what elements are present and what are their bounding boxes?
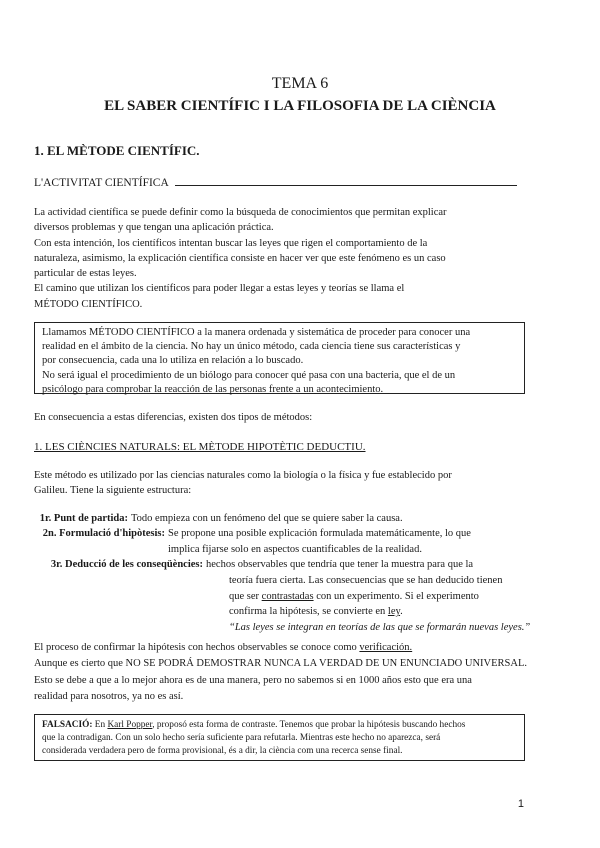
verification-paragraph bbox=[34, 640, 584, 706]
step-text bbox=[206, 604, 530, 620]
step-1 bbox=[39, 511, 403, 527]
step-label: 1r. Punt de partida: bbox=[39, 513, 128, 524]
verification-term: verificación. bbox=[359, 642, 413, 653]
step-text: implica fijarse solo en aspectos cuantificables de la realidad. bbox=[168, 543, 422, 555]
intro-line: particular de estas leyes. bbox=[34, 268, 137, 280]
popper-name: Karl Popper bbox=[107, 720, 153, 730]
method-heading: 1. LES CIÈNCIES NATURALS: EL MÈTODE HIPOTÈTIC DEDUCTIU. bbox=[34, 441, 366, 453]
step-text: Se propone una posible explicación formulada matemáticamente, lo que bbox=[168, 528, 471, 539]
method-intro-line: Este método es utilizado por las ciencias naturales como la biología o la física y fue establecido por bbox=[34, 470, 452, 481]
step-quote: “Las leyes se integran en teorías de las que se formarán nuevas leyes.” bbox=[229, 622, 531, 634]
falsacio-box bbox=[34, 714, 525, 761]
step-label: 2n. Formulació d'hipòtesis: bbox=[42, 528, 165, 539]
step-2 bbox=[42, 526, 471, 558]
step-text bbox=[206, 589, 530, 605]
ley-term: ley bbox=[387, 606, 401, 618]
falsacio-label: FALSACIÓ: bbox=[42, 720, 93, 730]
box-line bbox=[42, 719, 524, 732]
intro-line: Con esta intención, los científicos intentan buscar las leyes que rigen el comportamiento de la bbox=[34, 237, 428, 249]
intro-paragraph bbox=[34, 205, 574, 312]
method-intro-line: Galileu. Tiene la siguiente estructura: bbox=[34, 485, 192, 497]
box-line: psicólogo para comprobar la reacción de las personas frente a un acontecimiento. bbox=[42, 383, 384, 395]
subheading-text: L'ACTIVITAT CIENTÍFICA bbox=[34, 177, 169, 189]
step-text: hechos observables que tendría que tener la muestra para que la bbox=[206, 559, 474, 570]
box-line: considerada verdadera pero de forma provisional, és a dir, la ciència com una recerca sense final. bbox=[42, 746, 403, 756]
intro-line: El camino que utilizan los científicos para poder llegar a estas leyes y teorías se llama el bbox=[34, 283, 405, 295]
page-title: EL SABER CIENTÍFIC I LA FILOSOFIA DE LA CIÈNCIA bbox=[104, 98, 496, 114]
subheading bbox=[34, 177, 517, 189]
para-line: Esto se debe a que a lo mejor ahora es de una manera, pero no sabemos si en 1000 años esto que era una bbox=[34, 674, 472, 686]
contrastadas-term: contrastadas bbox=[261, 590, 314, 602]
step-label: 3r. Deducció de les conseqüències: bbox=[50, 559, 203, 570]
para-line: Aunque es cierto que NO SE PODRÁ DEMOSTRAR NUNCA LA VERDAD DE UN ENUNCIADO UNIVERSAL. bbox=[34, 658, 527, 670]
intro-line: MÉTODO CIENTÍFICO. bbox=[34, 298, 143, 310]
text-run: . bbox=[400, 606, 403, 618]
subheading-rule bbox=[175, 185, 517, 186]
text-run: El proceso de confirmar la hipótesis con hechos observables se conoce como bbox=[34, 642, 360, 653]
box-line: Llamamos MÉTODO CIENTÍFICO a la manera ordenada y sistemática de proceder para conocer una bbox=[42, 327, 471, 338]
text-run: , proposó esta forma de contraste. Tenemos que probar la hipótesis buscando hechos bbox=[152, 720, 466, 730]
text-run: con un experimento. Si el experimento bbox=[313, 590, 479, 602]
box-line: No será igual el procedimiento de un biólogo para conocer qué pasa con una bacteria, que el de un bbox=[42, 369, 456, 381]
page-number: 1 bbox=[517, 798, 524, 810]
intro-line: La actividad científica se puede definir como la búsqueda de conocimientos que permitan explicar bbox=[34, 207, 447, 218]
intro-line: diversos problemas y que tengan una aplicación práctica. bbox=[34, 222, 274, 234]
para-line: realidad para nosotros, ya no es así. bbox=[34, 691, 184, 703]
section-heading: 1. EL MÈTODE CIENTÍFIC. bbox=[34, 143, 200, 158]
topic-number: TEMA 6 bbox=[271, 75, 329, 92]
step-3 bbox=[50, 557, 531, 636]
text-run: En bbox=[92, 720, 108, 730]
box-line: que la contradigan. Con un solo hecho sería suficiente para refutarla. Mientras este hecho no aparezca, será bbox=[42, 733, 441, 743]
step-text: Todo empieza con un fenómeno del que se quiere saber la causa. bbox=[131, 513, 403, 524]
definition-box bbox=[34, 322, 525, 394]
para-line bbox=[34, 640, 584, 656]
intro-line: naturaleza, asimismo, la explicación científica consiste en hacer ver que este fenómeno es un caso bbox=[34, 252, 446, 264]
box-line: realidad en el ámbito de la ciencia. No hay un único método, cada ciencia tiene sus características y bbox=[42, 341, 461, 353]
text-run: confirma la hipótesis, se convierte en bbox=[229, 606, 388, 618]
consequence-text: En consecuencia a estas diferencias, existen dos tipos de métodos: bbox=[34, 412, 313, 423]
step-text: teoría fuera cierta. Las consecuencias que se han deducido tienen bbox=[229, 574, 503, 586]
box-line: por consecuencia, cada una lo utiliza en relación a lo buscado. bbox=[42, 355, 304, 367]
text-run: que ser bbox=[229, 590, 262, 602]
method-intro bbox=[34, 468, 574, 499]
